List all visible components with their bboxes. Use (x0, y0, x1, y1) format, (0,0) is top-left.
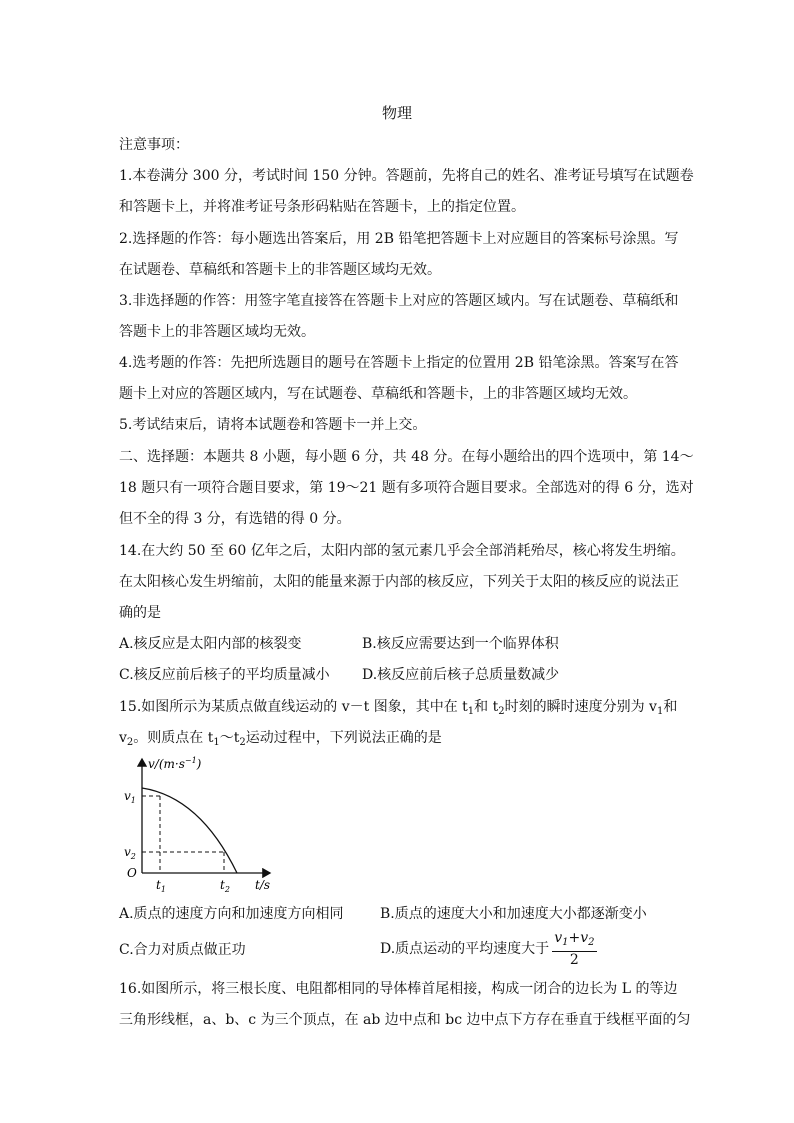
average-velocity-fraction (552, 930, 596, 968)
section-line: 18 题只有一项符合题目要求，第 19～21 题有多项符合题目要求。全部选对的得 6 分，选对 (119, 480, 694, 496)
q15-text: 15.如图所示为某质点做直线运动的 v－t 图象，其中在 t (119, 699, 468, 715)
section-line: 二、选择题：本题共 8 小题，每小题 6 分，共 48 分。在每小题给出的四个选项中，第 14～ (119, 449, 694, 465)
q15-text: 和 (663, 699, 678, 715)
t1-label: $t_1$ (156, 878, 166, 894)
v2-label: $v_2$ (124, 845, 136, 861)
q14-stem-line: 14.在大约 50 至 60 亿年之后，太阳内部的氢元素几乎会全部消耗殆尽，核心将发生坍缩。 (119, 543, 685, 559)
q15-text: ～t (219, 730, 240, 746)
q15-text: 运动过程中，下列说法正确的是 (245, 730, 442, 746)
notice-line: 1.本卷满分 300 分，考试时间 150 分钟。答题前，先将自己的姓名、准考证号填写在试题卷 (119, 168, 694, 184)
q15-option-a: A.质点的速度方向和加速度方向相同 (119, 906, 344, 922)
notice-line: 答题卡上的非答题区域均无效。 (119, 324, 315, 340)
q15-subscript: 1 (656, 706, 664, 717)
notice-line: 2.选择题的作答：每小题选出答案后，用 2B 铅笔把答题卡上对应题目的答案标号涂黑。写 (119, 231, 679, 247)
q15-option-d (380, 930, 597, 968)
q14-option-c: C.核反应前后核子的平均质量减小 (119, 667, 330, 683)
section-line: 但不全的得 3 分，有选错的得 0 分。 (119, 511, 351, 527)
q15-subscript: 2 (498, 706, 505, 717)
y-axis-label: $v/(m\cdot s^{-1})$ (148, 756, 202, 771)
page-title: 物理 (381, 104, 412, 122)
notice-line: 4.选考题的作答：先把所选题目的题号在答题卡上指定的位置用 2B 铅笔涂黑。答案写在答 (119, 355, 679, 371)
origin-label: O (127, 866, 137, 880)
notice-heading: 注意事项： (119, 137, 189, 153)
q16-stem-line: 16.如图所示，将三根长度、电阻都相同的导体棒首尾相接，构成一闭合的边长为 L 的等边 (119, 981, 678, 997)
q15-option-d-text: D.质点运动的平均速度大于 (380, 941, 550, 957)
q14-option-d: D.核反应前后核子总质量数减少 (362, 667, 560, 683)
velocity-curve (142, 788, 237, 873)
vt-graph (120, 755, 290, 895)
q15-option-c: C.合力对质点做正功 (119, 942, 246, 958)
fraction-denominator: 2 (569, 952, 579, 968)
q15-stem-line (119, 698, 677, 721)
q15-subscript: 2 (126, 737, 134, 748)
notice-line: 5.考试结束后，请将本试题卷和答题卡一并上交。 (119, 417, 427, 433)
q15-text: 和 t (474, 699, 499, 715)
v1-label: $v_1$ (124, 789, 136, 805)
q15-option-b: B.质点的速度大小和加速度大小都逐渐变小 (380, 906, 647, 922)
notice-line: 题卡上对应的答题区域内，写在试题卷、草稿纸和答题卡，上的非答题区域均无效。 (119, 386, 637, 402)
q14-option-b: B.核反应需要达到一个临界体积 (362, 636, 559, 652)
q14-stem-line: 在太阳核心发生坍缩前，太阳的能量来源于内部的核反应，下列关于太阳的核反应的说法正 (119, 574, 679, 590)
fraction-numerator: $v_1+v_2$ (552, 930, 596, 952)
q15-subscript: 2 (239, 737, 246, 748)
q14-stem-line: 确的是 (119, 605, 161, 621)
q14-option-a: A.核反应是太阳内部的核裂变 (119, 636, 302, 652)
q16-stem-line: 三角形线框，a、b、c 为三个顶点，在 ab 边中点和 bc 边中点下方存在垂直于线框平面的匀 (119, 1012, 691, 1028)
q15-text: 。则质点在 t (133, 730, 214, 746)
x-axis-label: t/s (255, 878, 271, 892)
t2-label: $t_2$ (220, 878, 230, 894)
q15-text: 时刻的瞬时速度分别为 v (504, 699, 657, 715)
notice-line: 3.非选择题的作答：用签字笔直接答在答题卡上对应的答题区域内。写在试题卷、草稿纸和 (119, 293, 679, 309)
q15-subscript: 1 (467, 706, 475, 717)
notice-line: 和答题卡上，并将准考证号条形码粘贴在答题卡，上的指定位置。 (119, 199, 525, 215)
q15-text: v (119, 730, 127, 746)
q15-stem-line (119, 729, 442, 752)
notice-line: 在试题卷、草稿纸和答题卡上的非答题区域均无效。 (119, 262, 441, 278)
q15-subscript: 1 (213, 737, 220, 748)
